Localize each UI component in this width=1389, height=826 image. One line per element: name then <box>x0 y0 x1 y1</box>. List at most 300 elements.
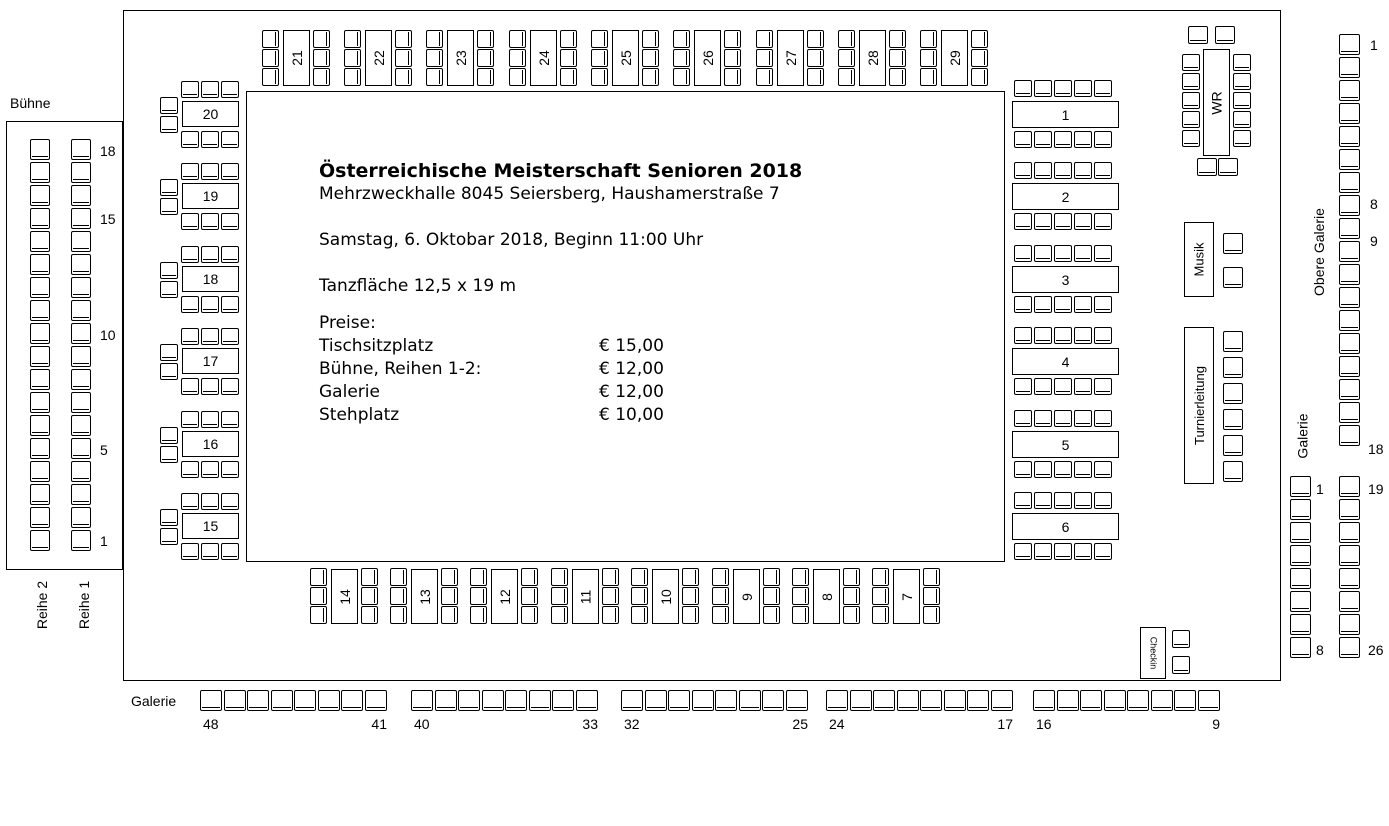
seat[interactable] <box>160 179 178 196</box>
seat[interactable] <box>889 68 906 86</box>
seat[interactable] <box>313 49 330 67</box>
seat[interactable] <box>344 30 361 48</box>
seat[interactable] <box>1074 213 1092 230</box>
seat[interactable] <box>1034 213 1052 230</box>
seat[interactable] <box>1339 195 1360 216</box>
seat[interactable] <box>30 231 50 252</box>
seat[interactable] <box>1182 92 1200 109</box>
seat[interactable] <box>71 507 91 528</box>
seat[interactable] <box>1094 131 1112 148</box>
seat[interactable] <box>294 690 316 711</box>
seat[interactable] <box>160 116 178 133</box>
seat[interactable] <box>602 606 619 624</box>
seat[interactable] <box>30 162 50 183</box>
seat[interactable] <box>271 690 293 711</box>
table-right[interactable] <box>1012 513 1119 540</box>
seat[interactable] <box>1339 172 1360 193</box>
seat[interactable] <box>838 49 855 67</box>
seat[interactable] <box>1339 476 1360 497</box>
seat[interactable] <box>923 568 940 586</box>
seat[interactable] <box>201 461 219 478</box>
seat[interactable] <box>1223 233 1243 254</box>
seat[interactable] <box>763 606 780 624</box>
seat[interactable] <box>1054 461 1072 478</box>
seat[interactable] <box>1034 245 1052 262</box>
seat[interactable] <box>631 587 648 605</box>
seat[interactable] <box>1094 461 1112 478</box>
seat[interactable] <box>160 528 178 545</box>
seat[interactable] <box>1339 356 1360 377</box>
seat[interactable] <box>1290 499 1311 520</box>
table-top[interactable] <box>859 30 886 86</box>
seat[interactable] <box>30 208 50 229</box>
seat[interactable] <box>1197 158 1217 176</box>
seat[interactable] <box>1014 410 1032 427</box>
seat[interactable] <box>807 49 824 67</box>
seat[interactable] <box>807 30 824 48</box>
seat[interactable] <box>1182 111 1200 128</box>
seat[interactable] <box>1290 614 1311 635</box>
seat[interactable] <box>1339 522 1360 543</box>
seat[interactable] <box>1290 522 1311 543</box>
seat[interactable] <box>1223 383 1243 404</box>
seat[interactable] <box>560 49 577 67</box>
seat[interactable] <box>1094 162 1112 179</box>
seat[interactable] <box>756 68 773 86</box>
seat[interactable] <box>1054 245 1072 262</box>
seat[interactable] <box>181 328 199 345</box>
seat[interactable] <box>201 543 219 560</box>
seat[interactable] <box>971 49 988 67</box>
seat[interactable] <box>71 277 91 298</box>
seat[interactable] <box>792 568 809 586</box>
seat[interactable] <box>1014 327 1032 344</box>
seat[interactable] <box>1339 149 1360 170</box>
seat[interactable] <box>1290 476 1311 497</box>
seat[interactable] <box>642 30 659 48</box>
seat[interactable] <box>1233 92 1251 109</box>
seat[interactable] <box>361 606 378 624</box>
seat[interactable] <box>521 606 538 624</box>
seat[interactable] <box>365 690 387 711</box>
seat[interactable] <box>395 68 412 86</box>
table-top[interactable] <box>530 30 557 86</box>
seat[interactable] <box>71 323 91 344</box>
seat[interactable] <box>221 328 239 345</box>
seat[interactable] <box>160 427 178 444</box>
seat[interactable] <box>724 49 741 67</box>
seat[interactable] <box>1054 213 1072 230</box>
seat[interactable] <box>1054 543 1072 560</box>
table-left[interactable] <box>182 183 239 209</box>
seat[interactable] <box>889 30 906 48</box>
seat[interactable] <box>1188 26 1208 44</box>
seat[interactable] <box>642 68 659 86</box>
seat[interactable] <box>221 543 239 560</box>
seat[interactable] <box>1174 690 1196 711</box>
seat[interactable] <box>1339 241 1360 262</box>
seat[interactable] <box>71 415 91 436</box>
seat[interactable] <box>160 363 178 380</box>
seat[interactable] <box>1034 131 1052 148</box>
table-right[interactable] <box>1012 183 1119 210</box>
seat[interactable] <box>1033 690 1055 711</box>
seat[interactable] <box>71 208 91 229</box>
seat[interactable] <box>591 30 608 48</box>
seat[interactable] <box>682 568 699 586</box>
seat[interactable] <box>201 378 219 395</box>
seat[interactable] <box>30 369 50 390</box>
seat[interactable] <box>591 68 608 86</box>
seat[interactable] <box>221 81 239 98</box>
seat[interactable] <box>576 690 598 711</box>
seat[interactable] <box>1054 162 1072 179</box>
seat[interactable] <box>838 30 855 48</box>
seat[interactable] <box>1054 131 1072 148</box>
table-right[interactable] <box>1012 266 1119 293</box>
seat[interactable] <box>200 690 222 711</box>
seat[interactable] <box>872 587 889 605</box>
seat[interactable] <box>1223 331 1243 352</box>
seat[interactable] <box>1074 162 1092 179</box>
seat[interactable] <box>441 606 458 624</box>
seat[interactable] <box>201 411 219 428</box>
seat[interactable] <box>1198 690 1220 711</box>
seat[interactable] <box>160 344 178 361</box>
seat[interactable] <box>1339 310 1360 331</box>
seat[interactable] <box>221 461 239 478</box>
seat[interactable] <box>361 587 378 605</box>
seat[interactable] <box>1290 591 1311 612</box>
seat[interactable] <box>1339 333 1360 354</box>
seat[interactable] <box>1218 158 1238 176</box>
seat[interactable] <box>1054 80 1072 97</box>
seat[interactable] <box>1014 461 1032 478</box>
seat[interactable] <box>682 606 699 624</box>
seat[interactable] <box>762 690 784 711</box>
seat[interactable] <box>1339 80 1360 101</box>
seat[interactable] <box>262 68 279 86</box>
seat[interactable] <box>341 690 363 711</box>
seat[interactable] <box>621 690 643 711</box>
seat[interactable] <box>724 30 741 48</box>
seat[interactable] <box>1074 410 1092 427</box>
seat[interactable] <box>71 139 91 160</box>
seat[interactable] <box>30 346 50 367</box>
seat[interactable] <box>1014 162 1032 179</box>
seat[interactable] <box>470 606 487 624</box>
seat[interactable] <box>181 163 199 180</box>
seat[interactable] <box>1034 162 1052 179</box>
seat[interactable] <box>30 461 50 482</box>
seat[interactable] <box>181 213 199 230</box>
seat[interactable] <box>310 568 327 586</box>
seat[interactable] <box>724 68 741 86</box>
seat[interactable] <box>262 49 279 67</box>
seat[interactable] <box>221 493 239 510</box>
seat[interactable] <box>1339 402 1360 423</box>
seat[interactable] <box>395 30 412 48</box>
seat[interactable] <box>71 162 91 183</box>
seat[interactable] <box>71 254 91 275</box>
seat[interactable] <box>920 30 937 48</box>
seat[interactable] <box>1182 73 1200 90</box>
seat[interactable] <box>221 131 239 148</box>
seat[interactable] <box>715 690 737 711</box>
seat[interactable] <box>1094 296 1112 313</box>
seat[interactable] <box>344 49 361 67</box>
seat[interactable] <box>390 568 407 586</box>
seat[interactable] <box>181 81 199 98</box>
seat[interactable] <box>602 587 619 605</box>
seat[interactable] <box>826 690 848 711</box>
seat[interactable] <box>673 68 690 86</box>
seat[interactable] <box>160 97 178 114</box>
seat[interactable] <box>395 49 412 67</box>
seat[interactable] <box>645 690 667 711</box>
seat[interactable] <box>786 690 808 711</box>
seat[interactable] <box>551 568 568 586</box>
seat[interactable] <box>224 690 246 711</box>
seat[interactable] <box>873 690 895 711</box>
seat[interactable] <box>1074 245 1092 262</box>
seat[interactable] <box>1034 492 1052 509</box>
seat[interactable] <box>850 690 872 711</box>
table-top[interactable] <box>283 30 310 86</box>
seat[interactable] <box>920 690 942 711</box>
seat[interactable] <box>160 281 178 298</box>
seat[interactable] <box>1080 690 1102 711</box>
seat[interactable] <box>872 568 889 586</box>
seat[interactable] <box>602 568 619 586</box>
seat[interactable] <box>201 163 219 180</box>
seat[interactable] <box>310 587 327 605</box>
seat[interactable] <box>1339 126 1360 147</box>
seat[interactable] <box>30 254 50 275</box>
seat[interactable] <box>71 461 91 482</box>
seat[interactable] <box>1182 54 1200 71</box>
seat[interactable] <box>505 690 527 711</box>
seat[interactable] <box>181 296 199 313</box>
seat[interactable] <box>201 493 219 510</box>
seat[interactable] <box>763 568 780 586</box>
seat[interactable] <box>792 606 809 624</box>
seat[interactable] <box>30 277 50 298</box>
seat[interactable] <box>682 587 699 605</box>
table-bottom[interactable] <box>893 569 920 624</box>
seat[interactable] <box>201 131 219 148</box>
seat[interactable] <box>1339 637 1360 658</box>
seat[interactable] <box>71 185 91 206</box>
seat[interactable] <box>201 246 219 263</box>
seat[interactable] <box>897 690 919 711</box>
seat[interactable] <box>1233 130 1251 147</box>
table-top[interactable] <box>447 30 474 86</box>
seat[interactable] <box>739 690 761 711</box>
seat[interactable] <box>201 296 219 313</box>
table-bottom[interactable] <box>652 569 679 624</box>
seat[interactable] <box>201 213 219 230</box>
seat[interactable] <box>441 568 458 586</box>
seat[interactable] <box>1074 327 1092 344</box>
seat[interactable] <box>1339 499 1360 520</box>
seat[interactable] <box>30 185 50 206</box>
seat[interactable] <box>361 568 378 586</box>
seat[interactable] <box>221 163 239 180</box>
seat[interactable] <box>1339 57 1360 78</box>
seat[interactable] <box>221 246 239 263</box>
seat[interactable] <box>967 690 989 711</box>
seat[interactable] <box>1290 568 1311 589</box>
seat[interactable] <box>1054 410 1072 427</box>
seat[interactable] <box>631 568 648 586</box>
seat[interactable] <box>1339 545 1360 566</box>
seat[interactable] <box>181 543 199 560</box>
seat[interactable] <box>1223 461 1243 482</box>
seat[interactable] <box>712 568 729 586</box>
table-top[interactable] <box>941 30 968 86</box>
seat[interactable] <box>201 328 219 345</box>
seat[interactable] <box>30 415 50 436</box>
seat[interactable] <box>838 68 855 86</box>
seat[interactable] <box>591 49 608 67</box>
seat[interactable] <box>756 30 773 48</box>
seat[interactable] <box>1057 690 1079 711</box>
seat[interactable] <box>426 30 443 48</box>
seat[interactable] <box>30 323 50 344</box>
seat[interactable] <box>1054 378 1072 395</box>
table-right[interactable] <box>1012 101 1119 128</box>
seat[interactable] <box>552 690 574 711</box>
seat[interactable] <box>1339 264 1360 285</box>
seat[interactable] <box>509 68 526 86</box>
table-top[interactable] <box>777 30 804 86</box>
seat[interactable] <box>1034 327 1052 344</box>
seat[interactable] <box>318 690 340 711</box>
seat[interactable] <box>1172 630 1190 648</box>
table-bottom[interactable] <box>813 569 840 624</box>
table-left[interactable] <box>182 513 239 539</box>
seat[interactable] <box>1014 296 1032 313</box>
seat[interactable] <box>920 49 937 67</box>
table-bottom[interactable] <box>572 569 599 624</box>
seat[interactable] <box>181 493 199 510</box>
seat[interactable] <box>1014 245 1032 262</box>
seat[interactable] <box>756 49 773 67</box>
seat[interactable] <box>71 438 91 459</box>
seat[interactable] <box>201 81 219 98</box>
seat[interactable] <box>1074 80 1092 97</box>
table-left[interactable] <box>182 101 239 127</box>
seat[interactable] <box>1034 80 1052 97</box>
seat[interactable] <box>792 587 809 605</box>
seat[interactable] <box>1034 543 1052 560</box>
seat[interactable] <box>181 411 199 428</box>
seat[interactable] <box>509 49 526 67</box>
seat[interactable] <box>1094 80 1112 97</box>
seat[interactable] <box>1094 378 1112 395</box>
seat[interactable] <box>1104 690 1126 711</box>
seat[interactable] <box>673 30 690 48</box>
seat[interactable] <box>529 690 551 711</box>
seat[interactable] <box>1074 543 1092 560</box>
seat[interactable] <box>1223 357 1243 378</box>
seat[interactable] <box>470 568 487 586</box>
seat[interactable] <box>181 378 199 395</box>
seat[interactable] <box>1034 410 1052 427</box>
seat[interactable] <box>642 49 659 67</box>
seat[interactable] <box>221 213 239 230</box>
seat[interactable] <box>872 606 889 624</box>
seat[interactable] <box>160 446 178 463</box>
seat[interactable] <box>160 509 178 526</box>
seat[interactable] <box>411 690 433 711</box>
seat[interactable] <box>551 587 568 605</box>
seat[interactable] <box>763 587 780 605</box>
seat[interactable] <box>1074 296 1092 313</box>
seat[interactable] <box>221 378 239 395</box>
seat[interactable] <box>1339 614 1360 635</box>
seat[interactable] <box>521 568 538 586</box>
seat[interactable] <box>1074 492 1092 509</box>
seat[interactable] <box>673 49 690 67</box>
seat[interactable] <box>470 587 487 605</box>
table-top[interactable] <box>694 30 721 86</box>
seat[interactable] <box>181 131 199 148</box>
seat[interactable] <box>1290 545 1311 566</box>
seat[interactable] <box>1223 267 1243 288</box>
seat[interactable] <box>477 30 494 48</box>
seat[interactable] <box>807 68 824 86</box>
seat[interactable] <box>30 300 50 321</box>
seat[interactable] <box>482 690 504 711</box>
seat[interactable] <box>30 438 50 459</box>
seat[interactable] <box>712 587 729 605</box>
seat[interactable] <box>1215 26 1235 44</box>
seat[interactable] <box>426 49 443 67</box>
seat[interactable] <box>1014 80 1032 97</box>
seat[interactable] <box>310 606 327 624</box>
seat[interactable] <box>971 68 988 86</box>
seat[interactable] <box>1094 410 1112 427</box>
table-right[interactable] <box>1012 348 1119 375</box>
table-bottom[interactable] <box>331 569 358 624</box>
seat[interactable] <box>458 690 480 711</box>
seat[interactable] <box>1014 543 1032 560</box>
seat[interactable] <box>1339 218 1360 239</box>
seat[interactable] <box>923 606 940 624</box>
seat[interactable] <box>1094 245 1112 262</box>
seat[interactable] <box>1290 637 1311 658</box>
seat[interactable] <box>692 690 714 711</box>
seat[interactable] <box>843 587 860 605</box>
seat[interactable] <box>1233 111 1251 128</box>
seat[interactable] <box>1339 425 1360 446</box>
seat[interactable] <box>30 139 50 160</box>
seat[interactable] <box>1054 327 1072 344</box>
seat[interactable] <box>1233 54 1251 71</box>
seat[interactable] <box>71 392 91 413</box>
seat[interactable] <box>247 690 269 711</box>
seat[interactable] <box>477 49 494 67</box>
seat[interactable] <box>1339 287 1360 308</box>
seat[interactable] <box>181 461 199 478</box>
seat[interactable] <box>221 296 239 313</box>
seat[interactable] <box>160 198 178 215</box>
seat[interactable] <box>1223 435 1243 456</box>
table-top[interactable] <box>365 30 392 86</box>
seat[interactable] <box>390 606 407 624</box>
